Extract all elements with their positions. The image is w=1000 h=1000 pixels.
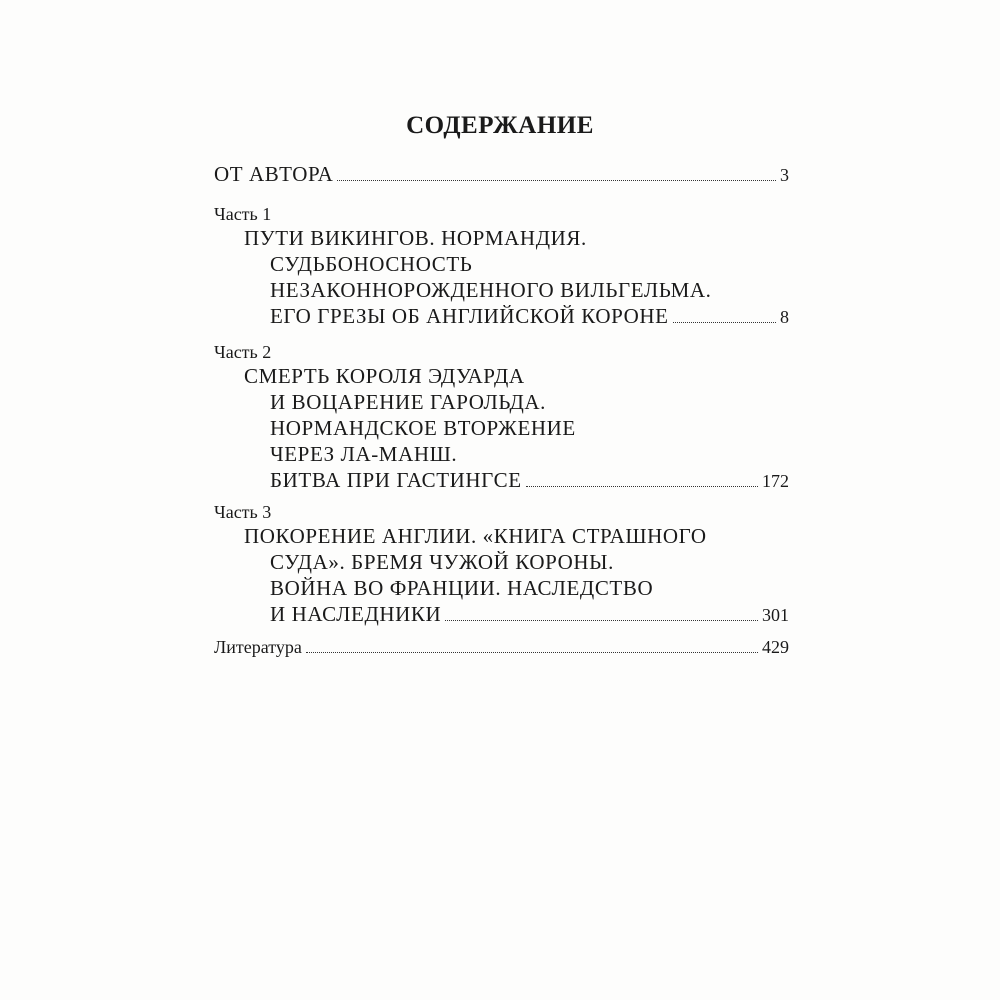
dot-leader — [337, 180, 776, 181]
toc-entry-label: ОТ АВТОРА — [214, 162, 334, 186]
toc-entry-author — [214, 162, 789, 187]
toc-entry-line: ПУТИ ВИКИНГОВ. НОРМАНДИЯ. — [244, 226, 587, 250]
toc-entry-line: ВОЙНА ВО ФРАНЦИИ. НАСЛЕДСТВО — [270, 576, 654, 600]
toc-entry-literature — [214, 637, 789, 658]
toc-page-number: 8 — [780, 307, 789, 327]
toc-entry-line: НЕЗАКОННОРОЖДЕННОГО ВИЛЬГЕЛЬМА. — [270, 278, 712, 302]
toc-entry-line: И НАСЛЕДНИКИ — [270, 602, 442, 626]
toc-entry-line: БИТВА ПРИ ГАСТИНГСЕ — [270, 468, 522, 492]
part-label: Часть 1 — [214, 204, 272, 224]
page-title: СОДЕРЖАНИЕ — [406, 112, 594, 139]
toc-entry-line: СМЕРТЬ КОРОЛЯ ЭДУАРДА — [244, 364, 525, 388]
toc-page-number: 301 — [762, 605, 789, 625]
toc-entry-line: ЧЕРЕЗ ЛА-МАНШ. — [270, 442, 458, 466]
toc-entry-line: ПОКОРЕНИЕ АНГЛИИ. «КНИГА СТРАШНОГО — [244, 524, 707, 548]
toc-entry-line: СУДЬБОНОСНОСТЬ — [270, 252, 473, 276]
dot-leader — [526, 486, 758, 487]
toc-page-number: 172 — [762, 471, 789, 491]
dot-leader — [306, 652, 758, 653]
toc-page-number: 429 — [762, 637, 789, 657]
toc-entry-line: И ВОЦАРЕНИЕ ГАРОЛЬДА. — [270, 390, 547, 414]
part-label: Часть 3 — [214, 502, 272, 522]
part-label: Часть 2 — [214, 342, 272, 362]
dot-leader — [673, 322, 776, 323]
dot-leader — [445, 620, 758, 621]
toc-entry-line: НОРМАНДСКОЕ ВТОРЖЕНИЕ — [270, 416, 576, 440]
toc-entry-line: СУДА». БРЕМЯ ЧУЖОЙ КОРОНЫ. — [270, 550, 614, 574]
toc-page-number: 3 — [780, 165, 789, 185]
toc-entry-line: ЕГО ГРЕЗЫ ОБ АНГЛИЙСКОЙ КОРОНЕ — [270, 304, 669, 328]
toc-entry-label: Литература — [214, 637, 302, 657]
